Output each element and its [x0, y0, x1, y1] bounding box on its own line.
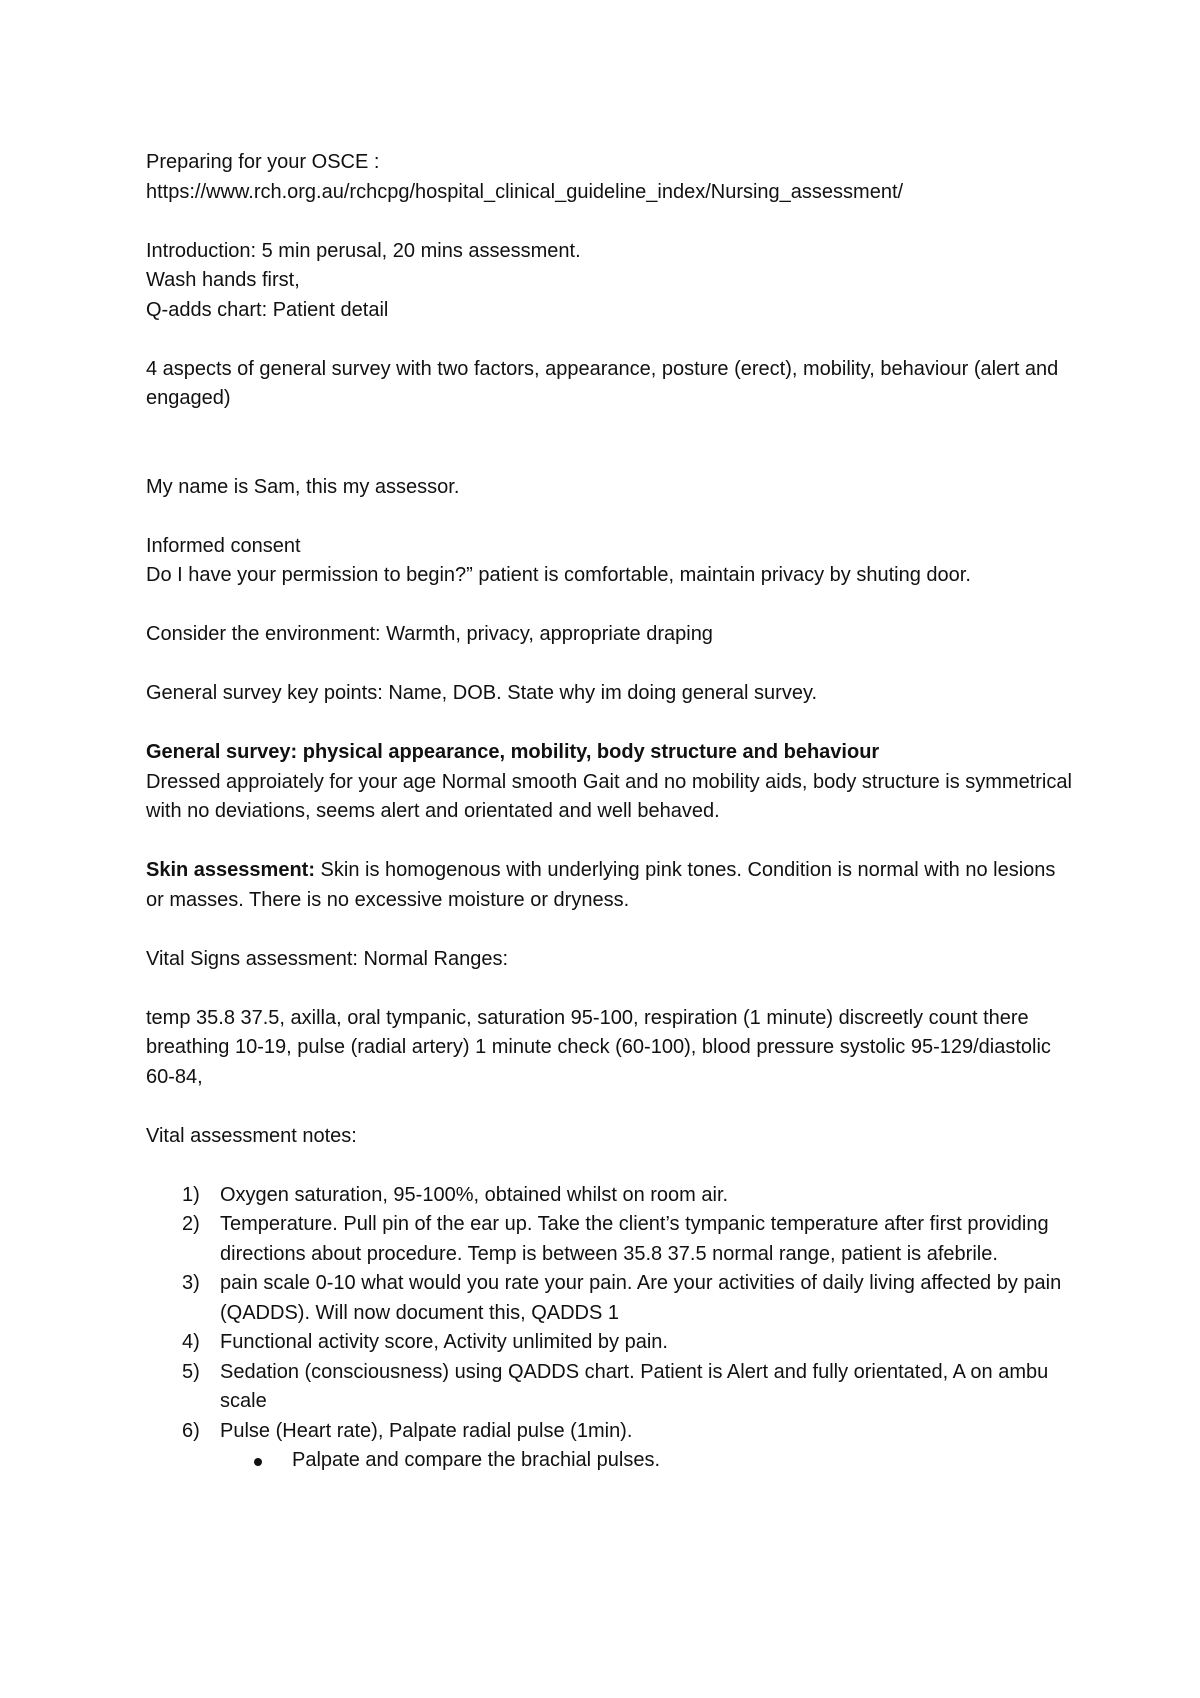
list-item-number: 2): [182, 1213, 200, 1235]
introduction-name: My name is Sam, this my assessor.: [146, 475, 460, 498]
vital-signs-title: Vital Signs assessment: Normal Ranges:: [146, 947, 509, 970]
list-item-number: 4): [182, 1331, 200, 1353]
consent-text: Do I have your permission to begin?” patient is comfortable, maintain privacy by shuting door.: [146, 564, 971, 586]
environment-line: Consider the environment: Warmth, privacy, appropriate draping: [146, 623, 713, 645]
key-points-line: General survey key points: Name, DOB. State why im doing general survey.: [146, 682, 818, 704]
bullet-item-text: Palpate and compare the brachial pulses.: [292, 1449, 661, 1471]
list-item: [146, 1181, 1076, 1211]
list-item-number: 3): [182, 1272, 200, 1294]
list-item-number: 6): [182, 1419, 200, 1442]
vital-notes-list: [146, 1181, 1076, 1447]
reference-url: https://www.rch.org.au/rchcpg/hospital_clinical_guideline_index/Nursing_assessment/: [146, 180, 904, 203]
list-item: [146, 1358, 1076, 1417]
list-item-text: Pulse (Heart rate), Palpate radial pulse (1min).: [220, 1419, 633, 1442]
list-item-text: Functional activity score, Activity unlimited by pain.: [220, 1331, 668, 1353]
list-item-number: 1): [182, 1183, 200, 1206]
bullet-item: [146, 1446, 1076, 1476]
list-item: [146, 1210, 1076, 1269]
bullet-dot-icon: [254, 1458, 262, 1466]
general-survey-title: [146, 738, 1076, 768]
intro-line-1: Introduction: 5 min perusal, 20 mins assessment.: [146, 239, 581, 262]
general-survey-title-text: General survey: physical appearance, mobility, body structure and behaviour: [146, 741, 880, 763]
list-item-text: pain scale 0-10 what would you rate your pain. Are your activities of daily living affected by pain (QADDS). Will now document this, QADDS 1: [220, 1272, 1062, 1324]
heading: Preparing for your OSCE :: [146, 151, 380, 173]
general-survey-text: Dressed approiately for your age Normal smooth Gait and no mobility aids, body structure is symmetrical with no deviations, seems alert and orientated and well behaved.: [146, 770, 1072, 822]
sub-bullet-list: [146, 1446, 1076, 1476]
list-item: [146, 1328, 1076, 1358]
skin-assessment-title: Skin assessment:: [146, 859, 315, 881]
list-item-text: Temperature. Pull pin of the ear up. Take the client’s tympanic temperature after first providing directions about procedure. Temp is between 35.8 37.5 normal range, patient is afebrile.: [220, 1213, 1049, 1265]
list-item-text: Oxygen saturation, 95-100%, obtained whilst on room air.: [220, 1183, 729, 1206]
vital-ranges-text: temp 35.8 37.5, axilla, oral tympanic, saturation 95-100, respiration (1 minute) discreetly count there breathing 10-19, pulse (radial artery) 1 minute check (60-100), blood pressure systolic 95-129/diastolic 60-84,: [146, 1006, 1051, 1088]
skin-assessment-text: Skin is homogenous with underlying pink tones. Condition is normal with no lesions or masses. There is no excessive moisture or dryness.: [146, 859, 1056, 911]
list-item: [146, 1269, 1076, 1328]
document-body: [146, 148, 1076, 1476]
intro-line-3: Q-adds chart: Patient detail: [146, 298, 389, 321]
vital-notes-title: Vital assessment notes:: [146, 1124, 357, 1147]
consent-title: Informed consent: [146, 534, 301, 557]
skin-assessment: [146, 856, 1076, 915]
intro-line-2: Wash hands first,: [146, 269, 300, 291]
general-survey-aspects: 4 aspects of general survey with two factors, appearance, posture (erect), mobility, behaviour (alert and engaged): [146, 357, 1059, 409]
list-item-text: Sedation (consciousness) using QADDS chart. Patient is Alert and fully orientated, A on ambu scale: [220, 1360, 1049, 1412]
list-item: [146, 1417, 1076, 1447]
list-item-number: 5): [182, 1360, 200, 1383]
